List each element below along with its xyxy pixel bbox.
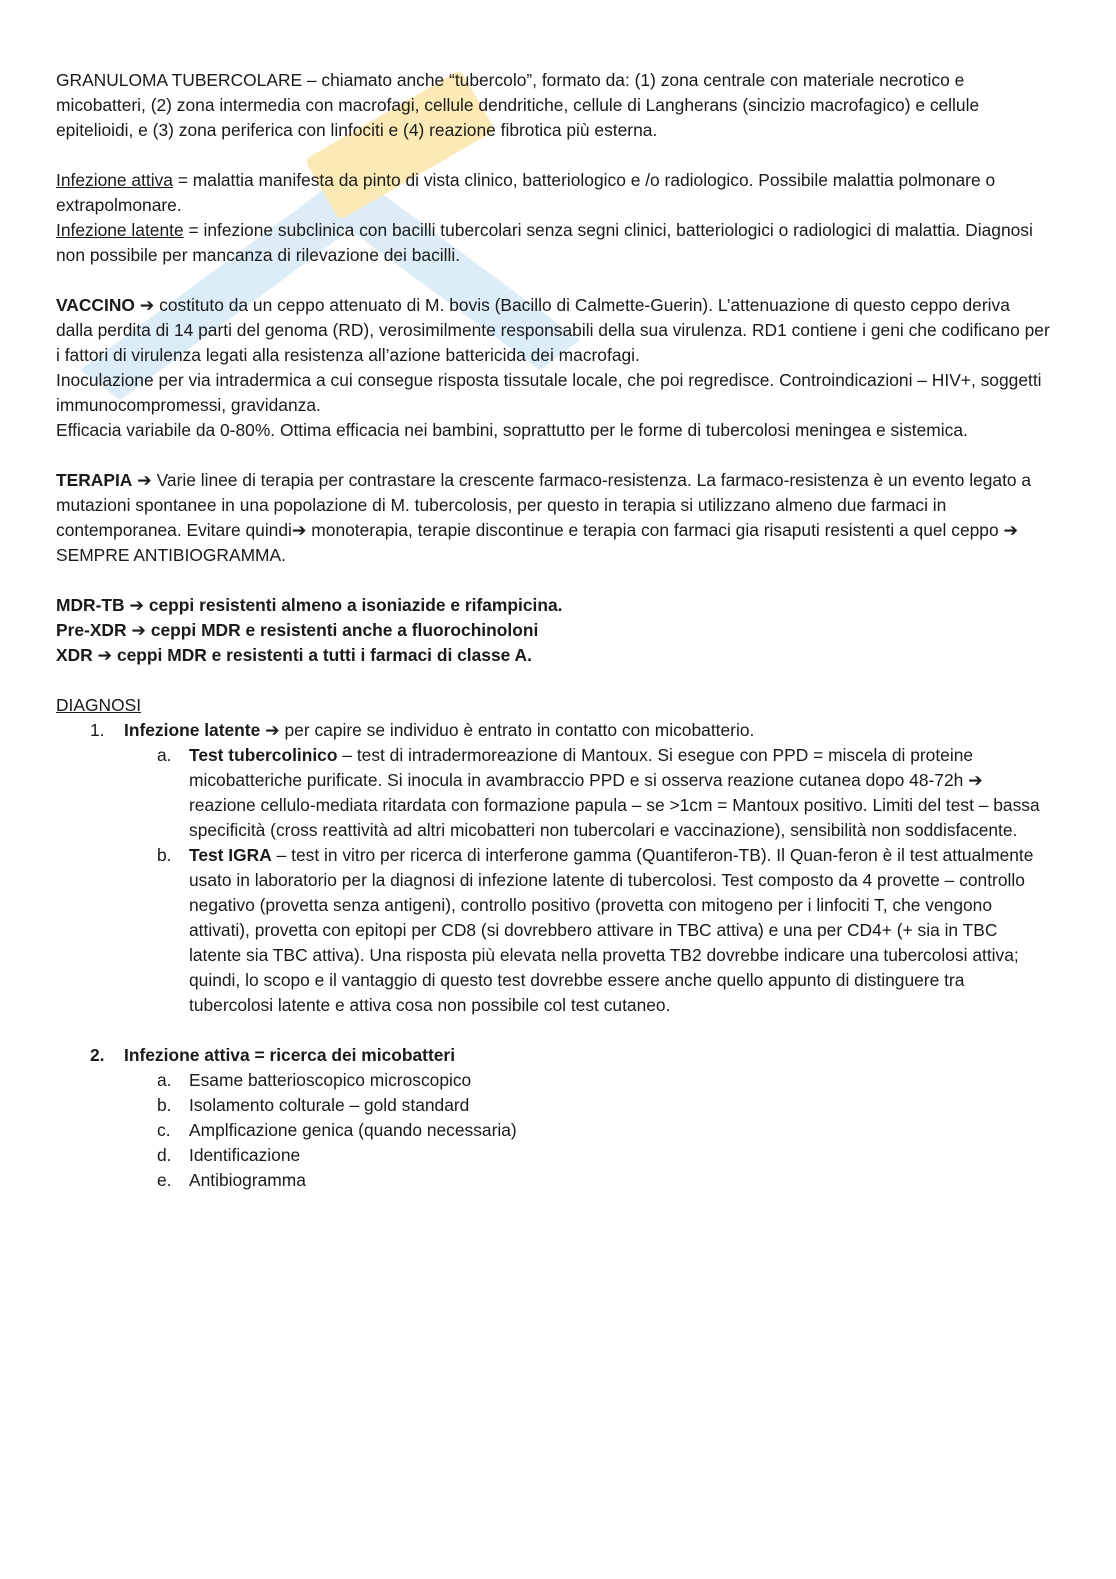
vaccino-efficacia: Efficacia variabile da 0-80%. Ottima efficacia nei bambini, soprattutto per le forme di tubercolosi meningea e sistemica. (56, 420, 968, 440)
arrow-icon: ➔ (126, 620, 151, 640)
list-letter: e. (157, 1170, 172, 1190)
list-item (56, 1118, 1051, 1143)
test-igra-title: Test IGRA (189, 845, 272, 865)
infezione-attiva-text: = malattia manifesta da pinto di vista clinico, batteriologico e /o radiologico. Possibile malattia polmonare o extrapolmonare. (56, 170, 996, 215)
diagnosi-title: DIAGNOSI (56, 695, 142, 715)
list-number: 2. (90, 1045, 105, 1065)
diagnosi-latente-item (56, 718, 1051, 743)
granuloma-paragraph: GRANULOMA TUBERCOLARE – chiamato anche “tubercolo”, formato da: (1) zona centrale con materiale necrotico e micobatteri, (2) zona intermedia con macrofagi, cellule dendritiche, cellule di Langherans (sincizio macrofagico) e cellule epitelioidi, e (3) zona periferica con linfociti e (4) reazione fibrotica più esterna. (56, 70, 980, 140)
resistenza-text: ceppi MDR e resistenti anche a fluorochinoloni (150, 620, 539, 640)
test-igra-text (189, 843, 1051, 1018)
arrow-icon: ➔ (260, 720, 285, 740)
test-tubercolinico-text (189, 743, 1051, 843)
infezione-attiva-paragraph (56, 168, 1051, 218)
resistenza-xdr (56, 643, 1051, 668)
list-item-text: Amplficazione genica (quando necessaria) (189, 1120, 517, 1140)
infezione-latente-text: = infezione subclinica con bacilli tubercolari senza segni clinici, batteriologici o radiologici di malattia. Diagnosi non possibile per mancanza di rilevazione dei bacilli. (56, 220, 1033, 265)
resistenza-text: ceppi resistenti almeno a isoniazide e rifampicina. (148, 595, 563, 615)
resistenza-label: Pre-XDR (56, 620, 127, 640)
list-item-text: Esame batterioscopico microscopico (189, 1070, 472, 1090)
vaccino-text: costituto da un ceppo attenuato di M. bovis (Bacillo di Calmette-Guerin). L’attenuazione di questo ceppo deriva dalla perdita di 14 parti del genoma (RD), verosimilmente responsabili della sua virulenza. RD1 contiene i geni che codificano per i fattori di virulenza legati alla resistenza all’azione battericida dei macrofagi. (56, 295, 1050, 365)
diagnosi-latente-title: Infezione latente (124, 720, 261, 740)
arrow-icon: ➔ (291, 520, 312, 540)
list-letter: a. (157, 1070, 172, 1090)
arrow-icon: ➔ (1003, 520, 1019, 540)
test-tubercolinico-item (56, 743, 1051, 843)
test-igra-desc: – test in vitro per ricerca di interferone gamma (Quantiferon-TB). Il Quan-feron è il test attualmente usato in laboratorio per la diagnosi di infezione latente di tubercolosi. Test composto da 4 provette – controllo negativo (provetta senza antigeni), controllo positivo (provetta con mitogeno per i linfociti T, che vengono attivati), provetta con epitopi per CD8 (si dovrebbero attivare in TBC attiva) e una per CD4+ (+ sia in TBC latente sia TBC attiva). Una risposta più elevata nella provetta TB2 dovrebbe indicare una tubercolosi attiva; quindi, lo scopo e il vantaggio di questo test dovrebbe essere anche quello appunto di distinguere tra tubercolosi latente e attiva cosa non possibile col test cutaneo. (189, 845, 1034, 1015)
test-igra-item (56, 843, 1051, 1018)
resistenza-mdr (56, 593, 1051, 618)
arrow-icon: ➔ (124, 595, 149, 615)
list-letter: c. (157, 1120, 171, 1140)
diagnosi-latente-desc: per capire se individuo è entrato in contatto con micobatterio. (284, 720, 755, 740)
terapia-title: TERAPIA (56, 470, 133, 490)
test-tubercolinico-desc: – test di intradermoreazione di Mantoux. Si esegue con PPD = miscela di proteine micobatteriche purificate. Si inocula in avambraccio PPD e si osserva reazione cutanea dopo 48-72h ➔ reazione cellulo-mediata ritardata con formazione papula – se >1cm = Mantoux positivo. Limiti del test – bassa specificità (cross reattività ad altri micobatteri non tubercolari e vaccinazione), sensibilità non soddisfacente. (189, 745, 1040, 840)
list-item (56, 1168, 1051, 1193)
list-item-text: Antibiogramma (189, 1170, 306, 1190)
diagnosi-attiva-item (56, 1043, 1051, 1068)
list-number: 1. (90, 720, 105, 740)
terapia-text-c: SEMPRE ANTIBIOGRAMMA. (56, 545, 286, 565)
terapia-paragraph (56, 468, 1051, 568)
list-letter: b. (157, 1095, 172, 1115)
vaccino-inoculazione: Inoculazione per via intradermica a cui consegue risposta tissutale locale, che poi regredisce. Controindicazioni – HIV+, soggetti immunocompromessi, gravidanza. (56, 370, 1042, 415)
resistenza-text: ceppi MDR e resistenti a tutti i farmaci di classe A. (116, 645, 532, 665)
vaccino-title: VACCINO (56, 295, 135, 315)
infezione-latente-term: Infezione latente (56, 220, 184, 240)
resistenza-pre-xdr (56, 618, 1051, 643)
diagnosi-attiva-title: Infezione attiva = ricerca dei micobatteri (124, 1045, 456, 1065)
arrow-icon: ➔ (134, 295, 160, 315)
resistenza-label: XDR (56, 645, 93, 665)
terapia-text-b: monoterapia, terapie discontinue e terapia con farmaci gia risaputi resistenti a quel ceppo (311, 520, 1004, 540)
list-letter: b. (157, 845, 172, 865)
arrow-icon: ➔ (132, 470, 157, 490)
infezione-attiva-term: Infezione attiva (56, 170, 173, 190)
list-item-text: Identificazione (189, 1145, 301, 1165)
list-item (56, 1093, 1051, 1118)
list-item (56, 1143, 1051, 1168)
list-letter: a. (157, 745, 172, 765)
vaccino-paragraph (56, 293, 1051, 368)
arrow-icon: ➔ (92, 645, 117, 665)
resistenza-label: MDR-TB (56, 595, 125, 615)
document-page (56, 68, 1051, 1193)
list-letter: d. (157, 1145, 172, 1165)
list-item-text: Isolamento colturale – gold standard (189, 1095, 470, 1115)
terapia-text-a: Varie linee di terapia per contrastare la crescente farmaco-resistenza. La farmaco-resistenza è un evento legato a mutazioni spontanee in una popolazione di M. tubercolosis, per questo in terapia si utilizzano almeno due farmaci in contemporanea. Evitare quindi (56, 470, 1032, 540)
list-item (56, 1068, 1051, 1093)
test-tubercolinico-title: Test tubercolinico (189, 745, 338, 765)
diagnosi-latente-text (124, 718, 1051, 743)
infezione-latente-paragraph (56, 218, 1051, 268)
